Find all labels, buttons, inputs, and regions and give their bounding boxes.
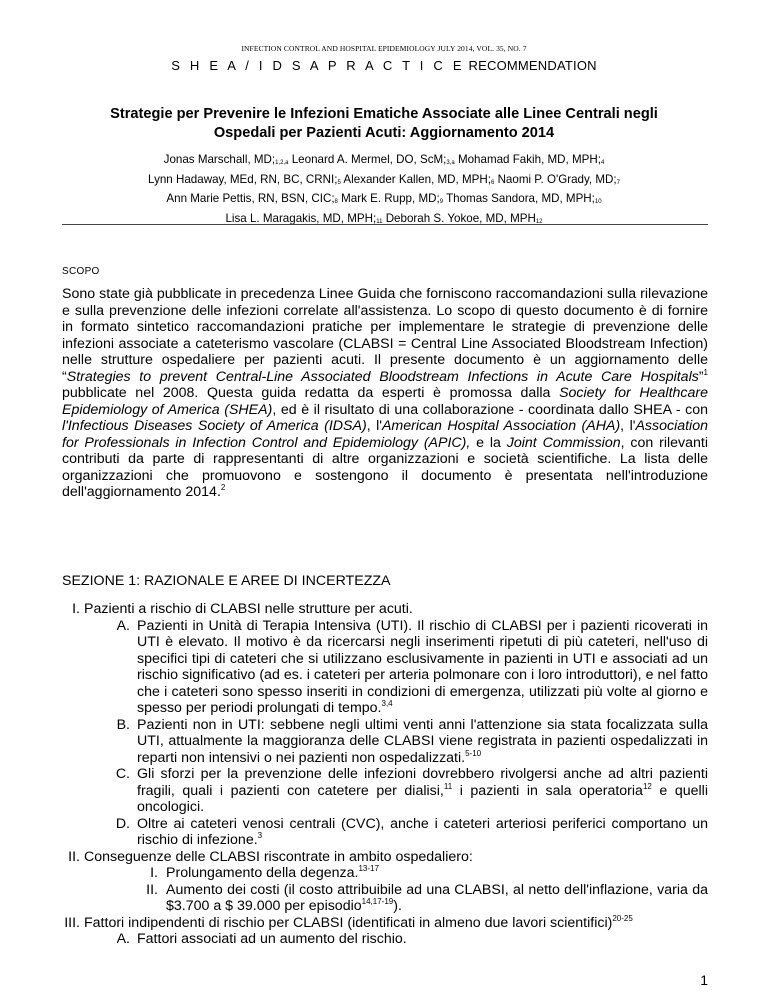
outline-list — [62, 601, 708, 948]
intro-text: pubblicate nel 2008. Questa guida redatta da esperti è promossa dalla — [62, 385, 560, 401]
author-affiliation: 5 — [337, 179, 341, 186]
author-line — [40, 152, 728, 172]
title-line-1: Strategie per Prevenire le Infezioni Ematiche Associate alle Linee Centrali negli — [110, 106, 658, 122]
outline-marker: I. — [150, 865, 158, 881]
intro-text: , con rilevanti contributi da parte di rappresentanti di altre organizzazioni e società scientifiche. La lista delle organizzazioni che promuovono e sostengono il documento è presentata nell'introduzione dell'aggiornamento 2014. — [62, 434, 708, 500]
author-name: Alexander Kallen, MD, MPH; — [343, 172, 491, 186]
author-name: Lynn Hadaway, MEd, RN, BC, CRNI; — [148, 172, 338, 186]
outline-text: Aumento dei costi (il costo attribuibile ad una CLABSI, al netto dell'inflazione, varia da $3.700 a $ 39.000 per episodio — [166, 881, 708, 914]
author-affiliation: 9 — [439, 199, 444, 206]
section-heading: SEZIONE 1: RAZIONALE E AREE DI INCERTEZZA — [62, 573, 391, 589]
author-affiliation: 8 — [334, 199, 338, 206]
outline-text: e quelli oncologici. — [137, 782, 708, 815]
author-line — [40, 191, 728, 211]
outline-item-level2 — [62, 816, 708, 849]
author-list — [40, 152, 728, 230]
intro-org-apic: Association for Professionals in Infection Control and Epidemiology (APIC), — [62, 418, 708, 451]
outline-marker: B. — [116, 716, 130, 733]
document-title — [60, 105, 708, 143]
author-name: Jonas Marschall, MD; — [163, 153, 276, 166]
author-affiliation: 10 — [594, 199, 602, 206]
outline-text: Conseguenze delle CLABSI riscontrate in ambito ospedaliero: — [84, 848, 473, 865]
outline-item-level2 — [62, 931, 708, 948]
author-affiliation: 3,a — [446, 160, 455, 166]
outline-marker: III. — [64, 914, 80, 931]
outline-item-level2 — [62, 717, 708, 767]
outline-marker: D. — [115, 815, 130, 832]
author-affiliation: 4 — [600, 160, 605, 166]
outline-text: Fattori indipendenti di rischio per CLABSI (identificati in almeno due lavori scientifici) — [84, 914, 613, 931]
page-number: 1 — [700, 972, 708, 988]
outline-marker: I. — [72, 601, 80, 617]
outline-text: Oltre ai cateteri venosi centrali (CVC), anche i cateteri arteriosi periferici comportano un rischio di infezione. — [137, 815, 708, 848]
outline-text: Prolungamento della degenza. — [166, 865, 359, 881]
intro-text: , l' — [620, 418, 636, 434]
citation-ref: 13-17 — [358, 864, 379, 873]
citation-ref: 20-25 — [612, 913, 633, 923]
intro-org-shea: Society for Healthcare Epidemiology of America (SHEA) — [62, 385, 709, 418]
citation-ref: 11 — [443, 781, 453, 791]
author-affiliation: 6 — [490, 179, 495, 186]
author-name: Leonard A. Mermel, DO, ScM; — [291, 153, 447, 166]
outline-marker: II. — [146, 881, 158, 898]
outline-item-level2 — [62, 882, 708, 915]
running-head: INFECTION CONTROL AND HOSPITAL EPIDEMIOLOGY JULY 2014, VOL. 35, NO. 7 — [241, 44, 527, 53]
author-affiliation: 11 — [376, 218, 383, 225]
title-line-2: Ospedali per Pazienti Acuti: Aggiornamento 2014 — [213, 125, 555, 141]
series-label-tail: RECOMMENDATION — [468, 58, 597, 73]
author-name: Thomas Sandora, MD, MPH; — [446, 192, 595, 206]
outline-marker: C. — [115, 766, 130, 782]
outline-text: Gli sforzi per la prevenzione delle infezioni dovrebbero rivolgersi anche ad altri pazienti fragili, quali i pazienti con catetere per dialisi, — [137, 766, 708, 799]
series-label-spaced: S H E A / I D S A P R A C T I C E — [171, 58, 465, 73]
author-line — [40, 211, 728, 231]
citation-ref: 2 — [220, 483, 226, 492]
intro-text: , l' — [366, 418, 382, 434]
outline-item-level1 — [62, 601, 708, 618]
header-divider — [62, 224, 708, 225]
author-name: Mohamad Fakih, MD, MPH; — [457, 153, 601, 166]
intro-text: ” — [698, 368, 704, 385]
intro-org-joint-commission: Joint Commission — [506, 434, 621, 451]
outline-marker: II. — [68, 848, 80, 865]
outline-text: Fattori associati ad un aumento del rischio. — [137, 931, 407, 947]
outline-marker: A. — [116, 617, 130, 634]
citation-ref: 1 — [703, 367, 708, 377]
intro-paragraph — [62, 286, 708, 501]
author-affiliation: 7 — [616, 179, 620, 186]
author-affiliation: 1,2,a — [275, 160, 289, 166]
outline-text: Pazienti in Unità di Terapia Intensiva (UTI). Il rischio di CLABSI per i pazienti ricoverati in UTI è elevato. Il motivo è da ricercarsi negli inserimenti ripetuti di più cateteri, nell'uso di specifici tipi di cateteri che si utilizzano esclusivamente in pazienti in UTI e associati ad un rischio significativo (ad es. i cateteri per arteria polmonare con i loro introduttori), e nel fatto che i cateteri sono spesso inseriti in condizioni di emergenza, utilizzati più volte al giorno e spesso per periodi prolungati di tempo. — [137, 617, 708, 716]
outline-text: ). — [393, 898, 402, 914]
intro-org-idsa: l'Infectious Diseases Society of America (IDSA) — [62, 418, 367, 434]
author-affiliation: 12 — [535, 218, 543, 225]
outline-item-level2 — [62, 766, 708, 816]
author-name: Naomi P. O'Grady, MD; — [497, 172, 617, 186]
outline-text: i pazienti in sala operatoria — [452, 782, 643, 799]
intro-text: Sono state già pubblicate in precedenza Linee Guida che forniscono raccomandazioni sulla rilevazione e sulla prevenzione delle infezioni correlate all'assistenza. Lo scopo di questo documento è di fornire in formato sintetico raccomandazioni pratiche per implementare le strategie di prevenzione delle infezioni associate a cateterismo vascolare (CLABSI = Central Line Associated Bloodstream Infection) nelle strutture ospedaliere per pazienti acuti. Il presente documento è un aggiornamento delle “ — [62, 286, 708, 385]
intro-cited-title: Strategies to prevent Central-Line Associated Bloodstream Infections in Acute Care Hospitals — [66, 368, 699, 385]
series-label — [0, 58, 768, 73]
author-name: Mark E. Rupp, MD; — [341, 192, 440, 206]
intro-org-aha: American Hospital Association (AHA) — [381, 418, 621, 434]
citation-ref: 3 — [257, 831, 263, 840]
outline-item-level2 — [62, 618, 708, 717]
author-name: Deborah S. Yokoe, MD, MPH — [385, 211, 536, 225]
outline-text: Pazienti a rischio di CLABSI nelle strutture per acuti. — [84, 601, 413, 617]
scope-heading: SCOPO — [62, 266, 100, 277]
author-name: Lisa L. Maragakis, MD, MPH; — [225, 211, 377, 225]
citation-ref: 3,4 — [381, 699, 393, 708]
citation-ref: 14,17-19 — [361, 897, 394, 906]
outline-marker: A. — [116, 931, 130, 947]
author-name: Ann Marie Pettis, RN, BSN, CIC; — [166, 192, 335, 206]
outline-item-level2 — [62, 865, 708, 882]
author-line — [40, 172, 728, 192]
citation-ref: 5-10 — [465, 748, 482, 758]
intro-text: e la — [470, 434, 507, 451]
outline-item-level1 — [62, 915, 708, 932]
citation-ref: 12 — [642, 781, 652, 791]
intro-text: , ed è il risultato di una collaborazione - coordinata dallo SHEA - con — [272, 401, 709, 418]
outline-text: Pazienti non in UTI: sebbene negli ultimi venti anni l'attenzione sia stata focalizzata sulla UTI, attualmente la maggioranza delle CLABSI viene registrata in pazienti ospedalizzati in reparti non intensivi o nei pazienti non ospedalizzati. — [137, 716, 708, 766]
outline-item-level1 — [62, 849, 708, 866]
